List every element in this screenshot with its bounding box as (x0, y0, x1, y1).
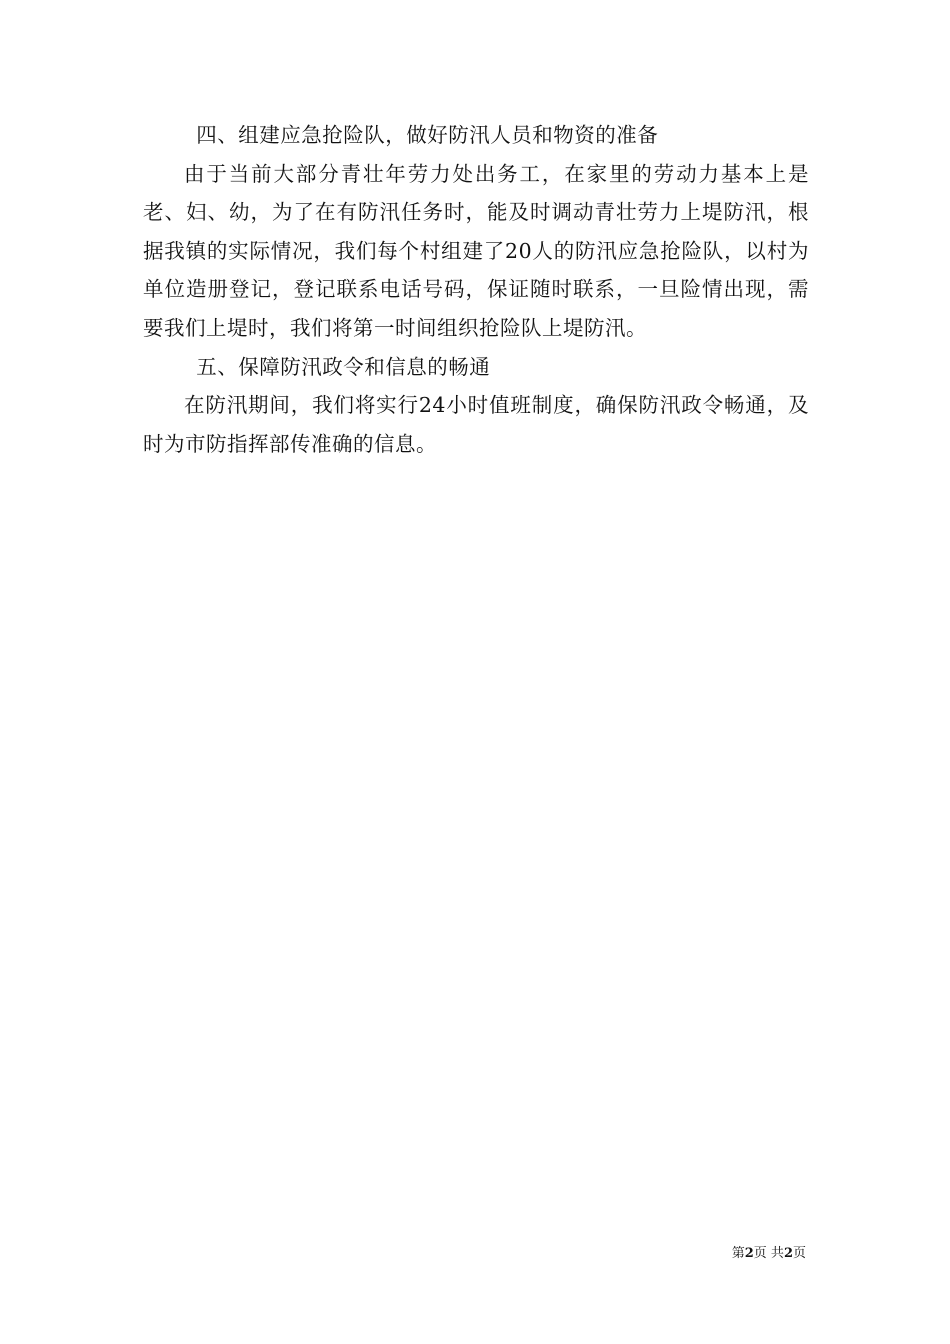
section-heading-4: 四、组建应急抢险队，做好防汛人员和物资的准备 (196, 123, 659, 147)
footer-middle: 页 共 (753, 1246, 784, 1261)
footer-current-page: 2 (744, 1246, 754, 1261)
footer-suffix: 页 (792, 1246, 806, 1261)
document-body (143, 116, 809, 463)
section-body-5: 在防汛期间，我们将实行24小时值班制度，确保防汛政令畅通，及时为市防指挥部传准确的信息。 (143, 393, 809, 456)
section-heading-5: 五、保障防汛政令和信息的畅通 (196, 354, 491, 379)
section-body-4: 由于当前大部分青壮年劳力处出务工，在家里的劳动力基本上是老、妇、幼，为了在有防汛任务时，能及时调动青壮劳力上堤防汛，根据我镇的实际情况，我们每个村组建了20人的防汛应急抢险队，以村为单位造册登记，登记联系电话号码，保证随时联系，一旦险情出现，需要我们上堤时，我们将第一时间组织抢险队上堤防汛。 (143, 161, 809, 340)
footer-prefix: 第 (731, 1246, 745, 1261)
page-footer (732, 1245, 806, 1263)
footer-total-pages: 2 (783, 1246, 793, 1261)
